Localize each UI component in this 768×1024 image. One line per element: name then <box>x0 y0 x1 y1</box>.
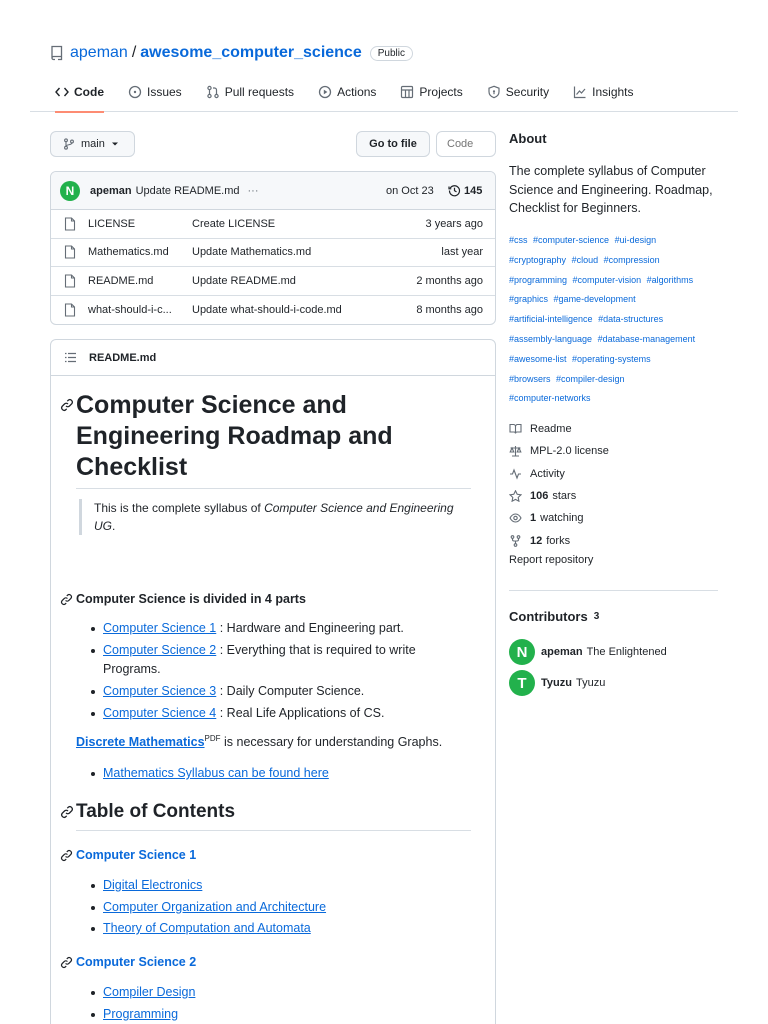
stars-label: stars <box>552 490 577 503</box>
visibility-badge: Public <box>370 46 413 61</box>
file-name[interactable]: LICENSE <box>88 217 136 230</box>
avatar[interactable]: T <box>509 670 535 696</box>
list-item <box>103 764 473 783</box>
anchor-link-icon[interactable] <box>60 956 73 969</box>
issue-icon <box>128 85 142 99</box>
topic-tag[interactable]: #artificial-intelligence <box>509 314 593 325</box>
file-icon <box>64 274 76 288</box>
topic-tag[interactable]: #computer-networks <box>509 393 591 404</box>
topic-tag[interactable]: #computer-science <box>533 235 610 245</box>
pull-request-icon <box>206 85 220 99</box>
contributors-label: Contributors <box>509 609 588 624</box>
star-icon <box>509 490 522 502</box>
report-repository-link[interactable]: Report repository <box>509 554 594 566</box>
readme-file-label[interactable]: README.md <box>89 351 157 364</box>
repo-header <box>50 42 413 64</box>
divider <box>509 590 718 591</box>
topic-tags <box>509 231 724 409</box>
cs2-heading[interactable]: Computer Science 2 <box>76 955 197 969</box>
file-commit-message[interactable]: Update what-should-i-code.md <box>192 303 342 316</box>
part-link[interactable]: Computer Science 3 <box>103 684 217 698</box>
list-item <box>103 876 473 895</box>
readme-title: Computer Science and Engineering Roadmap and Checklist <box>76 391 393 481</box>
contributors-count: 3 <box>593 611 600 622</box>
list-item <box>103 898 473 917</box>
topic-link[interactable]: Computer Organization and Architecture <box>103 899 327 914</box>
branch-select[interactable] <box>50 131 135 157</box>
activity-link[interactable] <box>509 463 609 485</box>
topic-tag[interactable]: #algorithms <box>646 274 694 285</box>
tab-projects[interactable] <box>400 72 462 112</box>
part-text: : Real Life Applications of CS. <box>216 706 385 720</box>
license-link[interactable] <box>509 440 609 462</box>
contributor-login[interactable]: Tyuzu <box>541 677 572 689</box>
tab-label: Issues <box>147 84 182 99</box>
list-item <box>103 983 473 1002</box>
part-link[interactable]: Computer Science 4 <box>103 706 217 720</box>
topic-link[interactable]: Digital Electronics <box>103 878 203 892</box>
tab-label: Projects <box>419 84 463 99</box>
toc-heading: Table of Contents <box>76 801 236 822</box>
topic-link[interactable]: Programming <box>103 1006 179 1021</box>
discrete-math-link[interactable]: Discrete Mathematics <box>76 735 205 750</box>
topic-tag[interactable]: #ui-design <box>614 235 657 245</box>
topic-tag[interactable]: #awesome-list <box>509 353 567 364</box>
repo-slash: / <box>131 44 137 61</box>
topic-tag[interactable]: #compression <box>603 254 660 265</box>
commit-date: on Oct 23 <box>386 184 434 197</box>
part-link[interactable]: Computer Science 2 <box>103 643 217 657</box>
contributor-item[interactable] <box>509 639 667 665</box>
code-icon <box>55 86 69 98</box>
part-link[interactable]: Computer Science 1 <box>103 621 217 635</box>
contributor-item[interactable] <box>509 670 605 696</box>
topic-tag[interactable]: #data-structures <box>598 314 664 325</box>
repo-name-link[interactable]: awesome_computer_science <box>140 44 362 61</box>
code-search-input[interactable] <box>436 131 496 157</box>
parts-heading: Computer Science is divided in 4 parts <box>76 592 306 606</box>
file-time: 8 months ago <box>416 303 483 316</box>
topic-tag[interactable]: #compiler-design <box>556 373 625 384</box>
divider <box>76 488 471 489</box>
commit-author[interactable]: apeman <box>90 184 132 197</box>
topic-tag[interactable]: #cloud <box>571 254 599 265</box>
discrete-math-text: is necessary for understanding Graphs. <box>220 735 443 750</box>
file-row[interactable] <box>51 239 495 268</box>
commit-history-link[interactable] <box>448 184 482 197</box>
law-icon <box>509 445 522 457</box>
tab-security[interactable] <box>487 72 549 112</box>
table-icon <box>400 85 414 99</box>
tab-code[interactable] <box>55 72 104 112</box>
avatar[interactable]: N <box>60 181 80 201</box>
pdf-superscript: PDF <box>204 734 221 743</box>
tab-pull-requests[interactable] <box>206 72 294 112</box>
repo-stats <box>509 418 609 552</box>
topic-tag[interactable]: #assembly-language <box>509 333 593 344</box>
cs1-list <box>103 876 473 938</box>
quote-suffix: . <box>112 519 116 533</box>
tab-label: Actions <box>337 84 377 99</box>
commit-count: 145 <box>464 184 483 197</box>
anchor-link-icon[interactable] <box>60 805 74 819</box>
license-label: MPL-2.0 license <box>530 445 609 458</box>
topic-tag[interactable]: #database-management <box>597 333 696 344</box>
tab-label: Pull requests <box>224 84 295 99</box>
file-time: last year <box>441 246 483 259</box>
file-time: 2 months ago <box>416 274 483 287</box>
file-list <box>50 171 496 325</box>
math-list <box>103 764 473 783</box>
commit-message[interactable]: Update README.md <box>135 184 240 197</box>
contributor-login[interactable]: apeman <box>541 646 583 658</box>
topic-tag[interactable]: #programming <box>509 274 568 285</box>
part-text: : Daily Computer Science. <box>216 684 365 698</box>
shield-icon <box>487 85 501 99</box>
history-icon <box>448 184 461 197</box>
repo-owner-link[interactable]: apeman <box>70 44 128 61</box>
parts-list <box>103 619 473 723</box>
repo-icon <box>50 45 64 61</box>
stars-count: 106 <box>530 490 549 503</box>
topic-tag[interactable]: #css <box>509 235 528 245</box>
file-icon <box>64 217 76 231</box>
topic-tag[interactable]: #operating-systems <box>572 353 651 364</box>
list-item <box>103 919 473 938</box>
watching-label: watching <box>540 512 584 525</box>
tab-actions[interactable] <box>318 72 376 112</box>
list-item <box>103 682 473 701</box>
file-row[interactable] <box>51 210 495 239</box>
topic-link[interactable]: Theory of Computation and Automata <box>103 921 311 935</box>
list-icon[interactable] <box>64 352 77 363</box>
blockquote <box>79 499 471 535</box>
list-item <box>103 619 473 638</box>
tab-insights[interactable] <box>573 72 633 112</box>
fork-icon <box>509 535 522 547</box>
branch-icon <box>63 138 75 150</box>
discrete-math-paragraph <box>76 734 442 749</box>
graph-icon <box>573 85 587 99</box>
file-icon <box>64 303 76 317</box>
cs2-list <box>103 983 473 1024</box>
tab-issues[interactable] <box>128 72 182 112</box>
commit-expand-button[interactable]: ··· <box>247 184 259 197</box>
contributor-name: The Enlightened <box>586 646 667 658</box>
list-item <box>103 704 473 723</box>
file-row[interactable] <box>51 267 495 296</box>
math-syllabus-link[interactable]: Mathematics Syllabus can be found here <box>103 766 329 780</box>
file-icon <box>64 245 76 259</box>
readme-label: Readme <box>530 423 572 436</box>
readme-header <box>51 340 495 376</box>
tab-label: Insights <box>592 84 634 99</box>
repo-nav <box>30 72 738 112</box>
watching-count: 1 <box>530 512 537 525</box>
file-commit-message[interactable]: Update Mathematics.md <box>192 246 312 259</box>
stars-link[interactable] <box>509 485 609 507</box>
latest-commit <box>51 172 495 210</box>
forks-count: 12 <box>530 534 543 547</box>
topic-link[interactable]: Compiler Design <box>103 985 196 999</box>
tab-label: Code <box>74 84 104 99</box>
cs1-heading[interactable]: Computer Science 1 <box>76 848 197 862</box>
readme-link[interactable] <box>509 418 609 440</box>
list-item <box>103 1005 473 1024</box>
watching-link[interactable] <box>509 507 609 529</box>
about-description: The complete syllabus of Computer Science and Engineering. Roadmap, Checklist for Beginners. <box>509 164 713 215</box>
about-title: About <box>509 131 547 146</box>
anchor-link-icon[interactable] <box>60 849 73 862</box>
file-name[interactable]: what-should-i-c... <box>88 303 172 316</box>
topic-tag[interactable]: #browsers <box>509 373 551 384</box>
file-name[interactable]: Mathematics.md <box>88 246 169 259</box>
book-icon <box>509 423 522 435</box>
eye-icon <box>509 512 522 524</box>
pulse-icon <box>509 468 522 480</box>
forks-label: forks <box>546 534 571 547</box>
file-commit-message[interactable]: Create LICENSE <box>192 217 276 230</box>
anchor-link-icon[interactable] <box>60 593 73 606</box>
file-commit-message[interactable]: Update README.md <box>192 274 296 287</box>
topic-tag[interactable]: #computer-vision <box>572 274 642 285</box>
list-item <box>103 641 473 679</box>
part-text: : Everything that is required to write Programs. <box>103 643 416 676</box>
contributor-name: Tyuzu <box>575 677 606 689</box>
play-icon <box>318 85 332 99</box>
anchor-link-icon[interactable] <box>60 398 74 412</box>
topic-tag[interactable]: #game-development <box>553 294 636 305</box>
quote-emphasis: Computer Science and Engineering UG <box>94 501 454 533</box>
file-name[interactable]: README.md <box>88 274 154 287</box>
topic-tag[interactable]: #cryptography <box>509 254 567 265</box>
quote-prefix: This is the complete syllabus of <box>94 501 265 515</box>
contributors-title[interactable] <box>509 609 599 624</box>
avatar[interactable]: N <box>509 639 535 665</box>
branch-name: main <box>81 138 105 150</box>
file-time: 3 years ago <box>425 217 483 230</box>
forks-link[interactable] <box>509 529 609 551</box>
go-to-file-button[interactable]: Go to file <box>356 131 430 157</box>
divider <box>76 830 471 831</box>
chevron-down-icon <box>111 141 119 147</box>
activity-label: Activity <box>530 467 565 480</box>
readme-panel <box>50 339 496 1024</box>
file-row[interactable] <box>51 296 495 325</box>
part-text: : Hardware and Engineering part. <box>216 621 404 635</box>
tab-label: Security <box>505 84 550 99</box>
topic-tag[interactable]: #graphics <box>509 294 549 305</box>
